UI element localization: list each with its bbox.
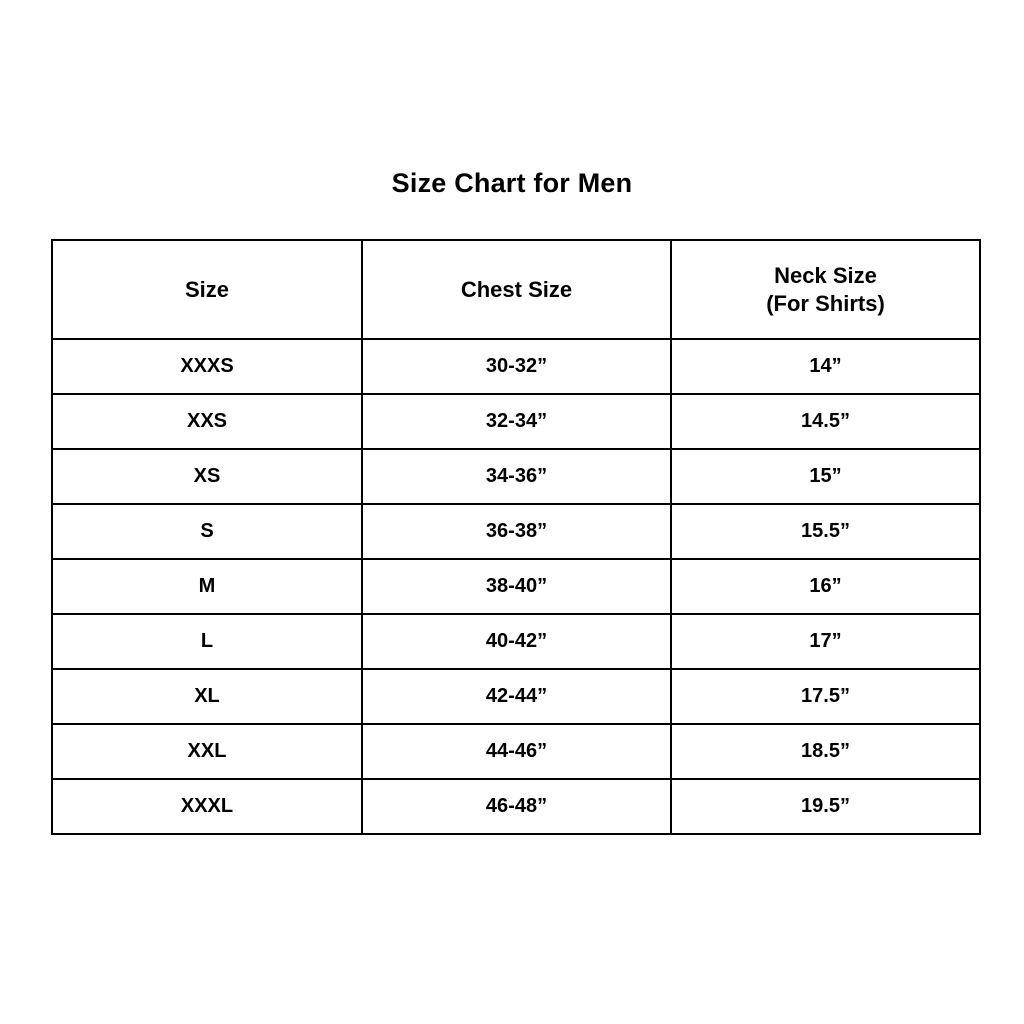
page-title: Size Chart for Men (391, 168, 633, 198)
table-row (52, 669, 980, 724)
cell-chest: 40-42” (362, 614, 671, 669)
size-chart-table (51, 239, 981, 835)
cell-size: XXS (52, 394, 362, 449)
cell-neck: 14” (671, 339, 980, 394)
column-header-chest-size-label: Chest Size (460, 276, 573, 302)
table-header-row (52, 240, 980, 339)
cell-neck: 17” (671, 614, 980, 669)
column-header-size-label: Size (184, 276, 230, 302)
table-row (52, 504, 980, 559)
cell-neck: 15.5” (671, 504, 980, 559)
table-row (52, 449, 980, 504)
table-row (52, 779, 980, 834)
cell-size: XS (52, 449, 362, 504)
table-body (52, 339, 980, 834)
cell-size: S (52, 504, 362, 559)
cell-chest: 38-40” (362, 559, 671, 614)
cell-size: XXL (52, 724, 362, 779)
cell-neck: 16” (671, 559, 980, 614)
column-header-neck-size-sublabel: (For Shirts) (766, 290, 885, 316)
size-chart-table-wrapper (51, 239, 973, 835)
cell-size: M (52, 559, 362, 614)
cell-size: XXXL (52, 779, 362, 834)
column-header-chest-size (362, 240, 671, 339)
cell-size: L (52, 614, 362, 669)
table-row (52, 614, 980, 669)
cell-neck: 19.5” (671, 779, 980, 834)
table-row (52, 394, 980, 449)
cell-size: XL (52, 669, 362, 724)
table-row (52, 339, 980, 394)
cell-chest: 42-44” (362, 669, 671, 724)
column-header-neck-size (671, 240, 980, 339)
cell-size: XXXS (52, 339, 362, 394)
column-header-size (52, 240, 362, 339)
cell-neck: 15” (671, 449, 980, 504)
table-header (52, 240, 980, 339)
table-row (52, 559, 980, 614)
cell-chest: 32-34” (362, 394, 671, 449)
table-row (52, 724, 980, 779)
cell-neck: 17.5” (671, 669, 980, 724)
cell-chest: 44-46” (362, 724, 671, 779)
cell-chest: 36-38” (362, 504, 671, 559)
cell-chest: 30-32” (362, 339, 671, 394)
cell-chest: 46-48” (362, 779, 671, 834)
cell-neck: 14.5” (671, 394, 980, 449)
cell-neck: 18.5” (671, 724, 980, 779)
cell-chest: 34-36” (362, 449, 671, 504)
column-header-neck-size-label: Neck Size (774, 263, 877, 288)
